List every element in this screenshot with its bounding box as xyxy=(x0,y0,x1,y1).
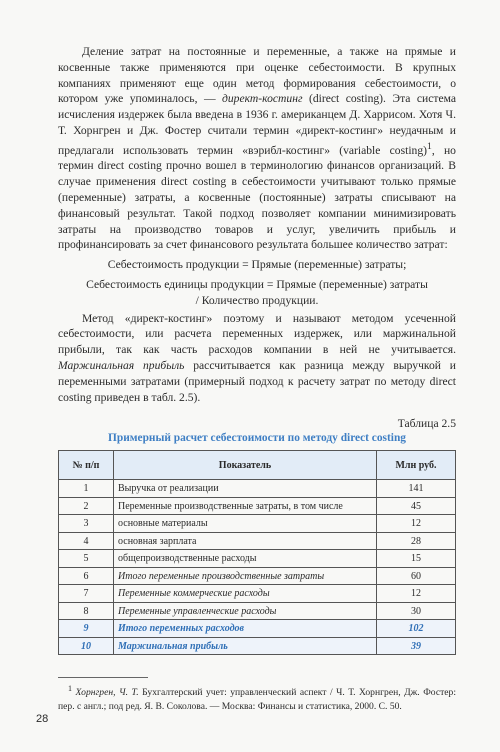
table-row xyxy=(59,550,456,568)
table-row xyxy=(59,497,456,515)
header-value: Млн руб. xyxy=(377,451,456,480)
formula-1: Себестоимость продукции = Прямые (переменные) затраты; xyxy=(107,258,407,272)
row-label: Переменные управленческие расходы xyxy=(114,602,377,620)
table-row xyxy=(59,480,456,498)
row-label: Переменные коммерческие расходы xyxy=(114,585,377,603)
table-header-row xyxy=(59,451,456,480)
row-number: 2 xyxy=(59,497,114,515)
row-value: 102 xyxy=(377,620,456,638)
cost-table xyxy=(58,450,456,655)
table-row xyxy=(59,620,456,638)
row-label: Переменные производственные затраты, в том числе xyxy=(114,497,377,515)
row-value: 45 xyxy=(377,497,456,515)
table-row xyxy=(59,637,456,655)
header-number: № п/п xyxy=(59,451,114,480)
table-row xyxy=(59,567,456,585)
row-value: 141 xyxy=(377,480,456,498)
row-number: 1 xyxy=(59,480,114,498)
row-label: Итого переменные производственные затраты xyxy=(114,567,377,585)
footnote: $^1$ Хорнгрен, Ч. Т. Бухгалтерский учет: управленческий аспект / Ч. Т. Хорнгрен, Дж. Фостер: пер. с англ.; под ред. Я. В. Соколова. — Москва: Финансы и статистика, 2000. С. 50. xyxy=(58,684,456,712)
row-value: 30 xyxy=(377,602,456,620)
row-value: 39 xyxy=(377,637,456,655)
row-number: 9 xyxy=(59,620,114,638)
row-label: Итого переменных расходов xyxy=(114,620,377,638)
paragraph-1: Деление затрат на постоянные и переменные, а также на прямые и косвенные также применяются при оценке себестоимости. В крупных компаниях применяют еще один метод формирования себестоимости, о котором уже упоминалось, — директ-костинг (direct costing). Эта система исчисления издержек была введена в 1936 г. американцем Д. Харрисом. Хотя Ч. Т. Хорнгрен и Дж. Фостер считали термин «директ-костинг» неудачным и предлагали использовать термин «вэрибл-костинг» (variable costing)$^1$, но термин direct costing прочно вошел в терминологию финансов организаций. В случае применения direct costing в себестоимости учитывают только прямые (переменные) затраты, а косвенные (постоянные) затраты списывают на финансовый результат. Такой подход позволяет компании минимизировать затраты на производство товаров и услуг, увеличить прибыль и профинансировать за счет финансового результата большее количество затрат: xyxy=(58,45,457,252)
table-title: Примерный расчет себестоимости по методу direct costing xyxy=(108,432,406,445)
row-value: 12 xyxy=(377,515,456,533)
page-content xyxy=(58,44,456,722)
row-value: 12 xyxy=(377,585,456,603)
row-number: 8 xyxy=(59,602,114,620)
row-value: 28 xyxy=(377,532,456,550)
row-value: 60 xyxy=(377,567,456,585)
formula-2-line-1: Себестоимость единицы продукции = Прямые (переменные) затраты xyxy=(86,278,428,292)
table-row xyxy=(59,532,456,550)
row-label: Маржинальная прибыль xyxy=(114,637,377,655)
formula-2 xyxy=(58,277,456,309)
paragraph-2: Метод «директ-костинг» поэтому и называют методом усеченной себестоимости, или расчета переменных издержек, или маржинальной прибыли, так как часть расходов компании в ней не учитывается. Маржинальная прибыль рассчитывается как разница между выручкой и переменными затратами (примерный подход к расчету затрат по методу direct costing приведен в табл. 2.5). xyxy=(58,311,456,404)
table-caption: Таблица 2.5 xyxy=(397,417,456,431)
row-number: 6 xyxy=(59,567,114,585)
table-row xyxy=(59,515,456,533)
row-label: основная зарплата xyxy=(114,532,377,550)
page-number: 28 xyxy=(36,713,49,725)
row-number: 4 xyxy=(59,532,114,550)
footnote-divider xyxy=(58,677,148,678)
formula-2-line-2: / Количество продукции. xyxy=(195,293,319,307)
row-label: Выручка от реализации xyxy=(114,480,377,498)
header-indicator: Показатель xyxy=(114,451,377,480)
row-number: 7 xyxy=(59,585,114,603)
table-row xyxy=(59,602,456,620)
row-number: 5 xyxy=(59,550,114,568)
table-row xyxy=(59,585,456,603)
row-value: 15 xyxy=(377,550,456,568)
row-label: основные материалы xyxy=(114,515,377,533)
row-label: общепроизводственные расходы xyxy=(114,550,377,568)
row-number: 3 xyxy=(59,515,114,533)
row-number: 10 xyxy=(59,637,114,655)
